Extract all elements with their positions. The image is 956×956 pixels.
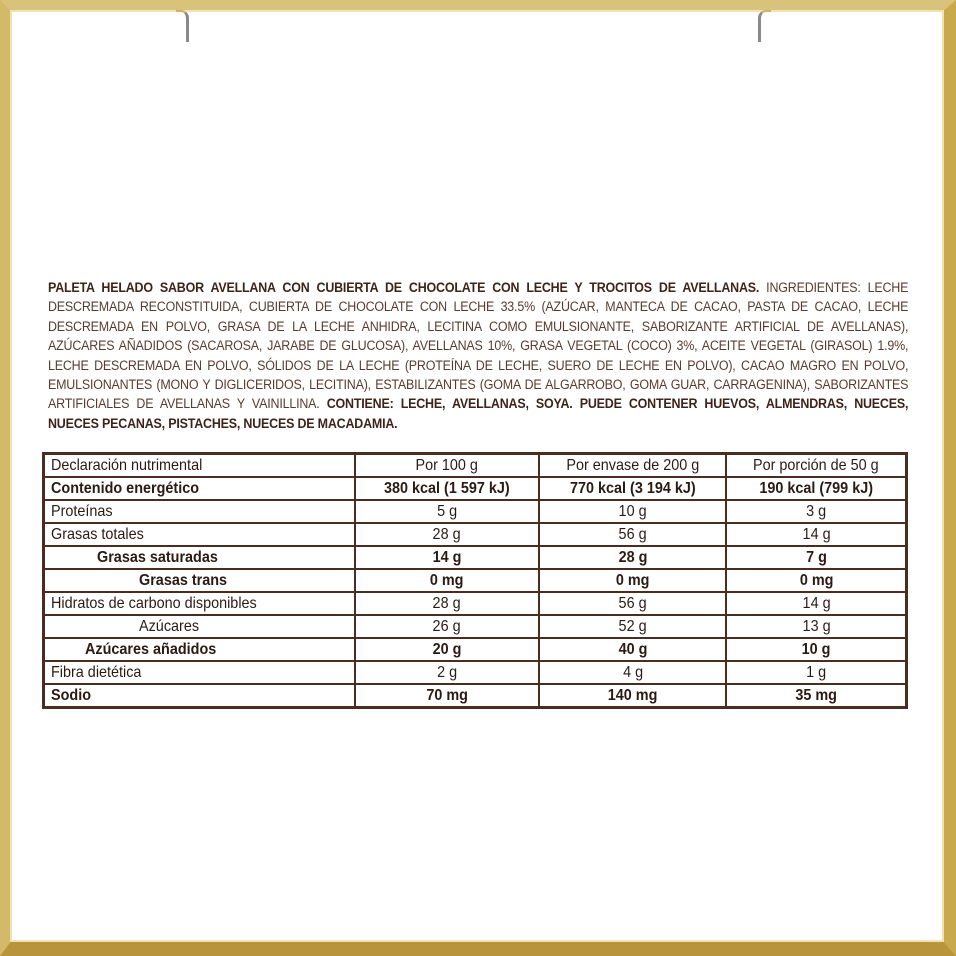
cell-per-50g: 0 mg bbox=[726, 569, 906, 592]
row-label: Fibra dietética bbox=[44, 661, 355, 684]
cell-per-100g: 26 g bbox=[355, 615, 539, 638]
cell-per-200g: 28 g bbox=[539, 546, 727, 569]
row-label: Grasas trans bbox=[44, 569, 355, 592]
allergens-statement: CONTIENE: LECHE, AVELLANAS, SOYA. PUEDE CONTENER HUEVOS, ALMENDRAS, NUECES, NUECES PECANAS, PISTACHES, NUECES DE MACADAMIA. bbox=[48, 396, 909, 431]
cell-per-200g: 10 g bbox=[539, 500, 727, 523]
table-row-total-fat bbox=[44, 523, 907, 546]
product-title: PALETA HELADO SABOR AVELLANA CON CUBIERTA DE CHOCOLATE CON LECHE Y TROCITOS DE AVELLANAS. bbox=[48, 280, 760, 295]
cell-per-200g: 56 g bbox=[539, 592, 727, 615]
cell-per-50g: 14 g bbox=[726, 523, 906, 546]
table-row-energy bbox=[44, 477, 907, 500]
cell-per-50g: 1 g bbox=[726, 661, 906, 684]
table-row-saturated-fat bbox=[44, 546, 907, 569]
row-label: Contenido energético bbox=[44, 477, 355, 500]
cell-per-50g: 35 mg bbox=[726, 684, 906, 708]
header-cell: Declaración nutrimental bbox=[44, 454, 355, 478]
table-row-proteins bbox=[44, 500, 907, 523]
header-cell: Por envase de 200 g bbox=[539, 454, 727, 478]
cell-per-100g: 20 g bbox=[355, 638, 539, 661]
row-label: Sodio bbox=[44, 684, 355, 708]
cell-per-200g: 52 g bbox=[539, 615, 727, 638]
row-label: Azúcares añadidos bbox=[44, 638, 355, 661]
header-cell: Por porción de 50 g bbox=[726, 454, 906, 478]
cell-per-100g: 70 mg bbox=[355, 684, 539, 708]
cell-per-100g: 2 g bbox=[355, 661, 539, 684]
table-row-fiber bbox=[44, 661, 907, 684]
table-row-sodium bbox=[44, 684, 907, 708]
cell-per-200g: 40 g bbox=[539, 638, 727, 661]
cell-per-200g: 140 mg bbox=[539, 684, 727, 708]
frame-notch-left bbox=[176, 10, 189, 42]
cell-per-100g: 5 g bbox=[355, 500, 539, 523]
cell-per-50g: 7 g bbox=[726, 546, 906, 569]
table-row-carbohydrates bbox=[44, 592, 907, 615]
row-label: Hidratos de carbono disponibles bbox=[44, 592, 355, 615]
cell-per-50g: 190 kcal (799 kJ) bbox=[726, 477, 906, 500]
cell-per-50g: 3 g bbox=[726, 500, 906, 523]
row-label: Grasas totales bbox=[44, 523, 355, 546]
table-row-trans-fat bbox=[44, 569, 907, 592]
table-row-added-sugars bbox=[44, 638, 907, 661]
cell-per-200g: 4 g bbox=[539, 661, 727, 684]
cell-per-100g: 28 g bbox=[355, 592, 539, 615]
cell-per-200g: 56 g bbox=[539, 523, 727, 546]
cell-per-50g: 14 g bbox=[726, 592, 906, 615]
cell-per-50g: 13 g bbox=[726, 615, 906, 638]
ingredients-list: INGREDIENTES: LECHE DESCREMADA RECONSTITUIDA, CUBIERTA DE CHOCOLATE CON LECHE 33.5% (AZÚCAR, MANTECA DE CACAO, PASTA DE CACAO, LECHE DESCREMADA EN POLVO, GRASA DE LA LECHE ANHIDRA, LECITINA COMO EMULSIONANTE, SABORIZANTE ARTIFICIAL DE AVELLANAS), AZÚCARES AÑADIDOS (SACAROSA, JARABE DE GLUCOSA), AVELLANAS 10%, GRASA VEGETAL (COCO) 3%, ACEITE VEGETAL (GIRASOL) 1.9%, LECHE DESCREMADA EN POLVO, SÓLIDOS DE LA LECHE (PROTEÍNA DE LECHE, SUERO DE LECHE EN POLVO), CACAO MAGRO EN POLVO, EMULSIONANTES (MONO Y DIGLICERIDOS, LECITINA), ESTABILIZANTES (GOMA DE ALGARROBO, GOMA GUAR, CARRAGENINA), SABORIZANTES ARTIFICIALES DE AVELLANAS Y VAINILLINA. bbox=[48, 280, 909, 412]
cell-per-50g: 10 g bbox=[726, 638, 906, 661]
table-header-row bbox=[44, 454, 907, 478]
cell-per-100g: 0 mg bbox=[355, 569, 539, 592]
cell-per-100g: 28 g bbox=[355, 523, 539, 546]
ingredients-paragraph bbox=[48, 278, 908, 433]
row-label: Azúcares bbox=[44, 615, 355, 638]
cell-per-200g: 0 mg bbox=[539, 569, 727, 592]
frame-notch-right bbox=[758, 10, 771, 42]
table-row-sugars bbox=[44, 615, 907, 638]
row-label: Grasas saturadas bbox=[44, 546, 355, 569]
cell-per-200g: 770 kcal (3 194 kJ) bbox=[539, 477, 727, 500]
cell-per-100g: 14 g bbox=[355, 546, 539, 569]
nutrition-table bbox=[42, 452, 908, 709]
row-label: Proteínas bbox=[44, 500, 355, 523]
header-cell: Por 100 g bbox=[355, 454, 539, 478]
cell-per-100g: 380 kcal (1 597 kJ) bbox=[355, 477, 539, 500]
